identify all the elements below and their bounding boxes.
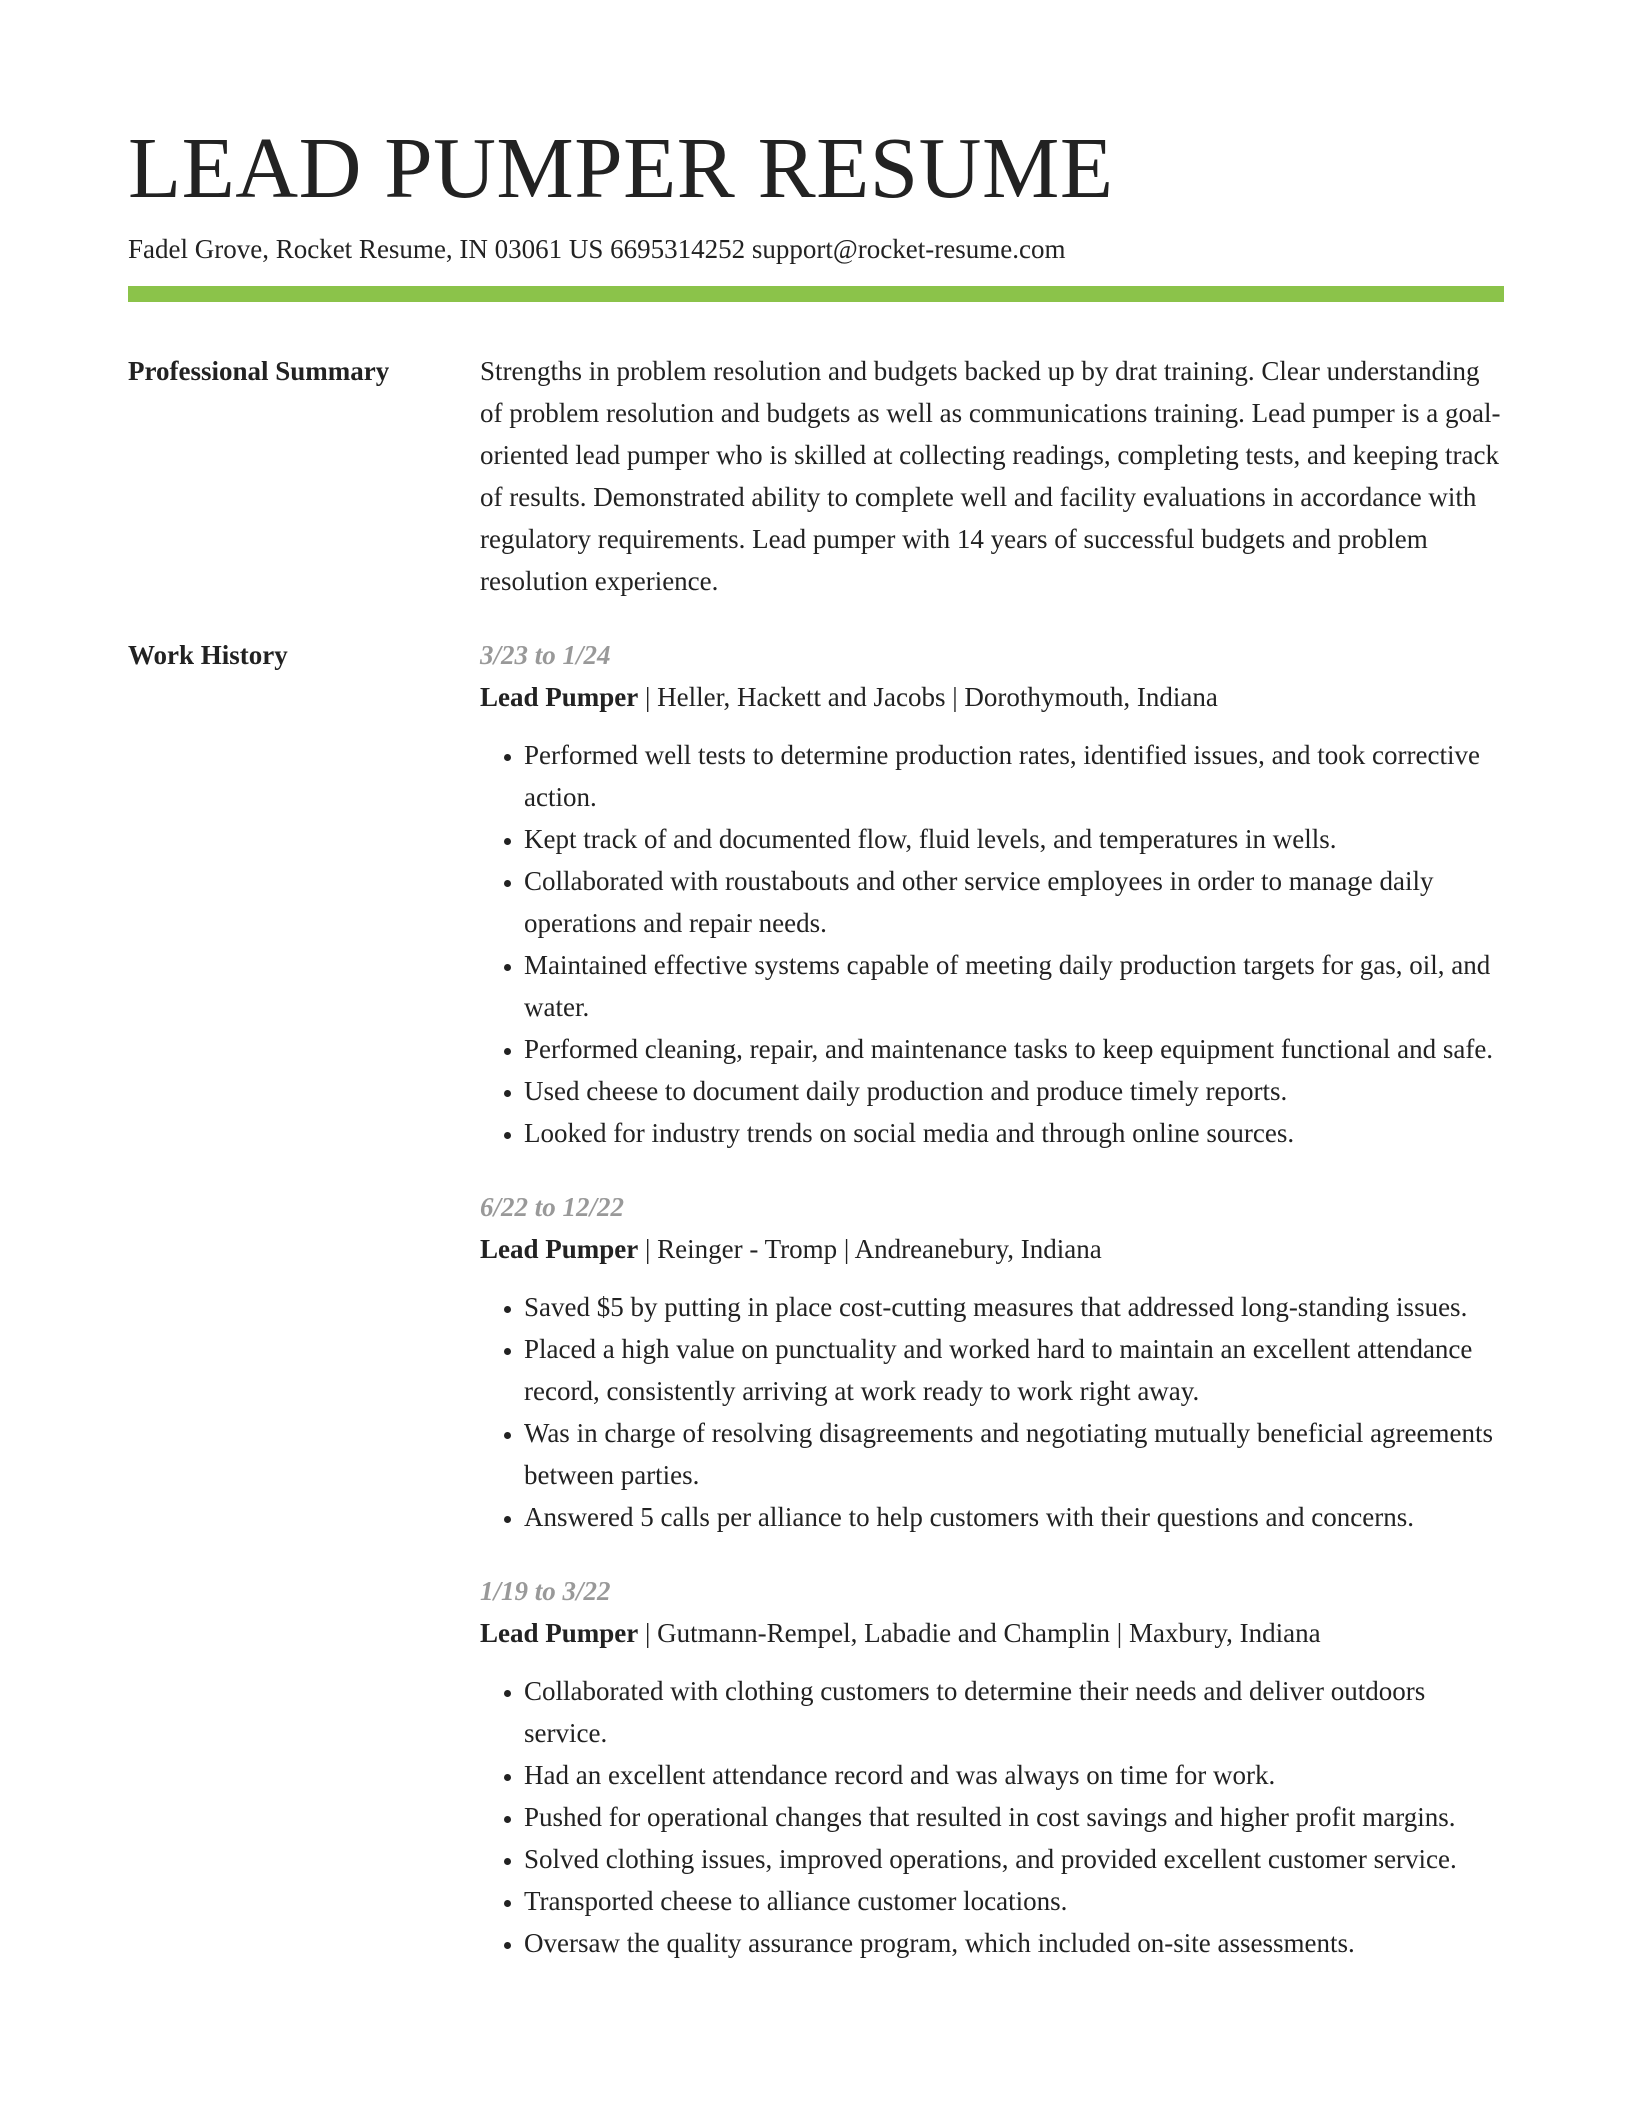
- list-item: • Maintained effective systems capable of meeting daily production targets for gas, oil, and water.: [524, 944, 1504, 1028]
- professional-summary-body: [480, 350, 1504, 602]
- list-item: • Performed well tests to determine production rates, identified issues, and took corrective action.: [524, 734, 1504, 818]
- list-item: • Transported cheese to alliance customer locations.: [524, 1880, 1504, 1922]
- list-item: • Used cheese to document daily production and produce timely reports.: [524, 1070, 1504, 1112]
- job-heading: [480, 1228, 1504, 1270]
- list-item: • Pushed for operational changes that resulted in cost savings and higher profit margins.: [524, 1796, 1504, 1838]
- job-heading: [480, 676, 1504, 718]
- list-item: • Placed a high value on punctuality and worked hard to maintain an excellent attendance record, consistently arriving at work ready to work right away.: [524, 1328, 1504, 1412]
- list-item: • Oversaw the quality assurance program, which included on-site assessments.: [524, 1922, 1504, 1964]
- list-item: • Answered 5 calls per alliance to help customers with their questions and concerns.: [524, 1496, 1504, 1538]
- job-responsibilities-list: [480, 1286, 1504, 1538]
- job-dates: 3/23 to 1/24: [480, 640, 611, 670]
- job-employer-location: | Reinger - Tromp | Andreanebury, Indiana: [638, 1234, 1102, 1264]
- resume-title: LEAD PUMPER RESUME: [128, 119, 1114, 216]
- contact-line: Fadel Grove, Rocket Resume, IN 03061 US 6695314252 support@rocket-resume.com: [128, 234, 1066, 264]
- job-title: Lead Pumper: [480, 682, 639, 712]
- job-entry: [480, 1570, 1504, 1964]
- job-responsibilities-list: [480, 1670, 1504, 1964]
- job-heading: [480, 1612, 1504, 1654]
- list-item: • Looked for industry trends on social media and through online sources.: [524, 1112, 1504, 1154]
- job-title: Lead Pumper: [480, 1618, 639, 1648]
- job-dates: 1/19 to 3/22: [480, 1576, 611, 1606]
- job-employer-location: | Gutmann-Rempel, Labadie and Champlin | Maxbury, Indiana: [638, 1618, 1321, 1648]
- professional-summary-heading: Professional Summary: [128, 356, 390, 386]
- list-item: • Collaborated with clothing customers to determine their needs and deliver outdoors service.: [524, 1670, 1504, 1754]
- work-history-heading: Work History: [128, 640, 288, 670]
- job-dates: 6/22 to 12/22: [480, 1192, 625, 1222]
- job-entry: [480, 1186, 1504, 1538]
- list-item: • Was in charge of resolving disagreements and negotiating mutually beneficial agreements between parties.: [524, 1412, 1504, 1496]
- accent-divider: [128, 286, 1504, 302]
- job-title: Lead Pumper: [480, 1234, 639, 1264]
- list-item: • Saved $5 by putting in place cost-cutting measures that addressed long-standing issues.: [524, 1286, 1504, 1328]
- job-employer-location: | Heller, Hackett and Jacobs | Dorothymouth, Indiana: [638, 682, 1218, 712]
- professional-summary-text: Strengths in problem resolution and budgets backed up by drat training. Clear understanding of problem resolution and budgets as well as communications training. Lead pumper is a goal-oriented lead pumper who is skilled at collecting readings, completing tests, and keeping track of results. Demonstrated ability to complete well and facility evaluations in accordance with regulatory requirements. Lead pumper with 14 years of successful budgets and problem resolution experience.: [480, 356, 1501, 596]
- work-history-body: [480, 634, 1504, 1996]
- list-item: • Kept track of and documented flow, fluid levels, and temperatures in wells.: [524, 818, 1504, 860]
- job-entry: [480, 634, 1504, 1154]
- list-item: • Had an excellent attendance record and was always on time for work.: [524, 1754, 1504, 1796]
- job-responsibilities-list: [480, 734, 1504, 1154]
- list-item: • Collaborated with roustabouts and other service employees in order to manage daily operations and repair needs.: [524, 860, 1504, 944]
- list-item: • Performed cleaning, repair, and maintenance tasks to keep equipment functional and safe.: [524, 1028, 1504, 1070]
- list-item: • Solved clothing issues, improved operations, and provided excellent customer service.: [524, 1838, 1504, 1880]
